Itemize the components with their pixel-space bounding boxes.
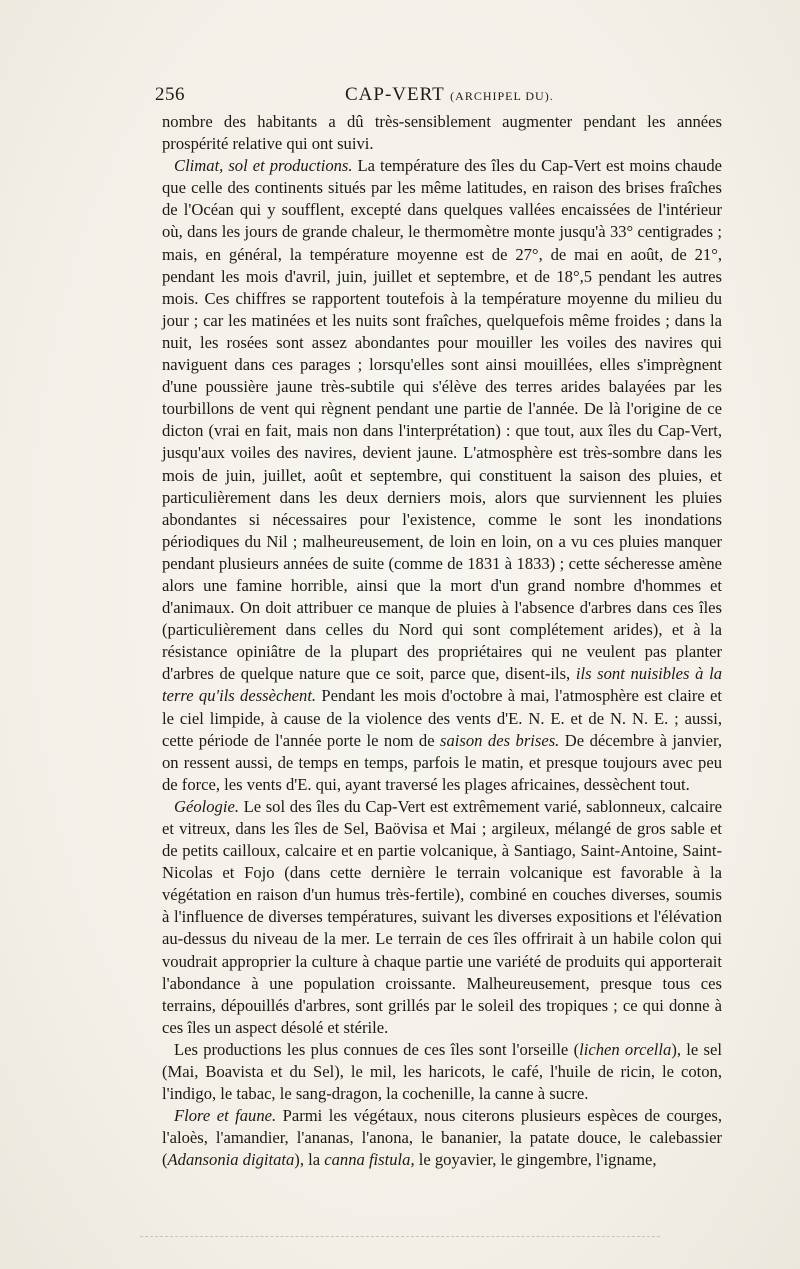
paragraph-productions: [162, 1039, 722, 1105]
page-header: [155, 84, 715, 112]
paragraph-flore-text-a: Parmi les végétaux, nous citerons plusieurs espèces de courges, l'aloès, l'amandier, l'ananas, l'anona, le bananier, la patate douce, le calebassier (: [162, 1106, 722, 1170]
section-heading-climat: Climat, sol et productions.: [174, 156, 353, 176]
running-title-main: CAP-VERT: [345, 84, 445, 105]
running-title: [345, 84, 554, 106]
paragraph-intro-text: nombre des habitants a dû très-sensiblement augmenter pendant les années prospérité relative qui ont suivi.: [162, 112, 722, 154]
running-title-suffix: (ARCHIPEL DU).: [450, 89, 554, 103]
section-heading-flore: Flore et faune.: [174, 1106, 277, 1126]
paragraph-flore-text-c: le goyavier, le gingembre, l'igname,: [414, 1150, 657, 1170]
paragraph-climat-text-b: Pendant les mois d'octobre à mai, l'atmosphère est claire et le ciel limpide, à cause de la violence des vents d'E. N. E. et de N. N. E. ; aussi, cette période de l'année porte le nom de: [162, 686, 722, 750]
paragraph-productions-italic: lichen orcella: [579, 1039, 672, 1059]
page-number: 256: [155, 84, 185, 105]
paragraph-flore-italic: Adansonia digitata: [167, 1150, 295, 1170]
paragraph-flore-text-b: ), la: [294, 1150, 325, 1170]
bottom-rule: [140, 1236, 660, 1238]
paragraph-climat: [162, 155, 722, 796]
section-heading-geologie: Géologie.: [174, 796, 239, 816]
paragraph-geologie-text: Le sol des îles du Cap-Vert est extrêmement varié, sablonneux, calcaire et vitreux, dans les îles de Sel, Baövisa et Mai ; argileux, mélangé de gros sable et de petits cailloux, calcaire et en partie volcanique, à Santiago, Saint-Antoine, Saint-Nicolas et Fojo (dans cette dernière le terrain volcanique est favorable à la végétation en raison d'un humus très-fertile), combiné en couches diverses, soumis à l'influence de diverses températures, suivant les diverses expositions et l'élévation au-dessus du niveau de la mer. Le terrain de ces îles offrirait à un habile colon qui voudrait approprier la culture à chaque partie une variété de produits qui apporterait l'abondance à une population croissante. Malheureusement, presque tous ces terrains, dépouillés d'arbres, sont grillés par le soleil des tropiques ; ce qui donne à ces îles un aspect désolé et stérile.: [162, 796, 722, 1037]
paragraph-climat-italic-2: saison des brises.: [440, 730, 560, 750]
paragraph-climat-italic: ils sont nuisibles à la terre qu'ils dessèchent.: [162, 664, 723, 706]
paragraph-productions-text-a: Les productions les plus connues de ces îles sont l'orseille (: [174, 1039, 580, 1059]
paragraph-climat-text-c: De décembre à janvier, on ressent aussi, de temps en temps, parfois le matin, et presque toujours avec peu de force, les vents d'E. qui, ayant traversé les plages africaines, dessèchent tout.: [162, 730, 722, 794]
paragraph-climat-text-a: La température des îles du Cap-Vert est moins chaude que celle des continents situés par les même latitudes, en raison des brises fraîches de l'Océan qui y soufflent, excepté dans quelques vallées encaissées de l'intérieur où, dans les jours de grande chaleur, le thermomètre monte jusqu'à 33° centigrades ; mais, en général, la température moyenne est de 27°, de mai en août, de 21°, pendant les mois d'avril, juin, juillet et septembre, et de 18°,5 pendant les autres mois. Ces chiffres se rapportent toutefois à la température moyenne du milieu du jour ; car les matinées et les nuits sont fraîches, quelquefois même froides ; dans la nuit, les rosées sont assez abondantes pour mouiller les voiles des navires qui naviguent dans ces parages ; lorsqu'elles sont ainsi mouillées, elles s'imprègnent d'une poussière jaune très-subtile qui s'élève des terres arides balayées par les tourbillons de vent qui règnent pendant une partie de l'année. De là l'origine de ce dicton (vrai en fait, mais non dans l'interprétation) : que tout, aux îles du Cap-Vert, jusqu'aux voiles des navires, devient jaune. L'atmosphère est très-sombre dans les mois de juin, juillet, août et septembre, qui constituent la saison des pluies, et particulièrement dans les deux derniers mois, alors que surviennent les pluies abondantes si nécessaires pour l'existence, comme le sont les inondations périodiques du Nil ; malheureusement, de loin en loin, on a vu ces pluies manquer pendant plusieurs années de suite (comme de 1831 à 1833) ; cette sécheresse amène alors une famine horrible, ainsi que la mort d'un grand nombre d'hommes et d'animaux. On doit attribuer ce manque de pluies à l'absence d'arbres dans ces îles (particulièrement dans celles du Nord qui sont complétement arides), et à la résistance opiniâtre de la plupart des propriétaires qui ne veulent pas planter d'arbres de quelque nature que ce soit, parce que, disent-ils,: [162, 156, 722, 684]
paragraph-intro: [162, 111, 722, 155]
paragraph-flore: [162, 1105, 722, 1171]
body-text: [162, 111, 722, 1172]
paragraph-flore-italic-2: canna fistula,: [324, 1150, 415, 1170]
paragraph-geologie: [162, 796, 722, 1039]
paragraph-productions-text-b: ), le sel (Mai, Boavista et du Sel), le mil, les haricots, le café, l'huile de ricin, le coton, l'indigo, le tabac, le sang-dragon, la cochenille, la canne à sucre.: [162, 1039, 722, 1104]
